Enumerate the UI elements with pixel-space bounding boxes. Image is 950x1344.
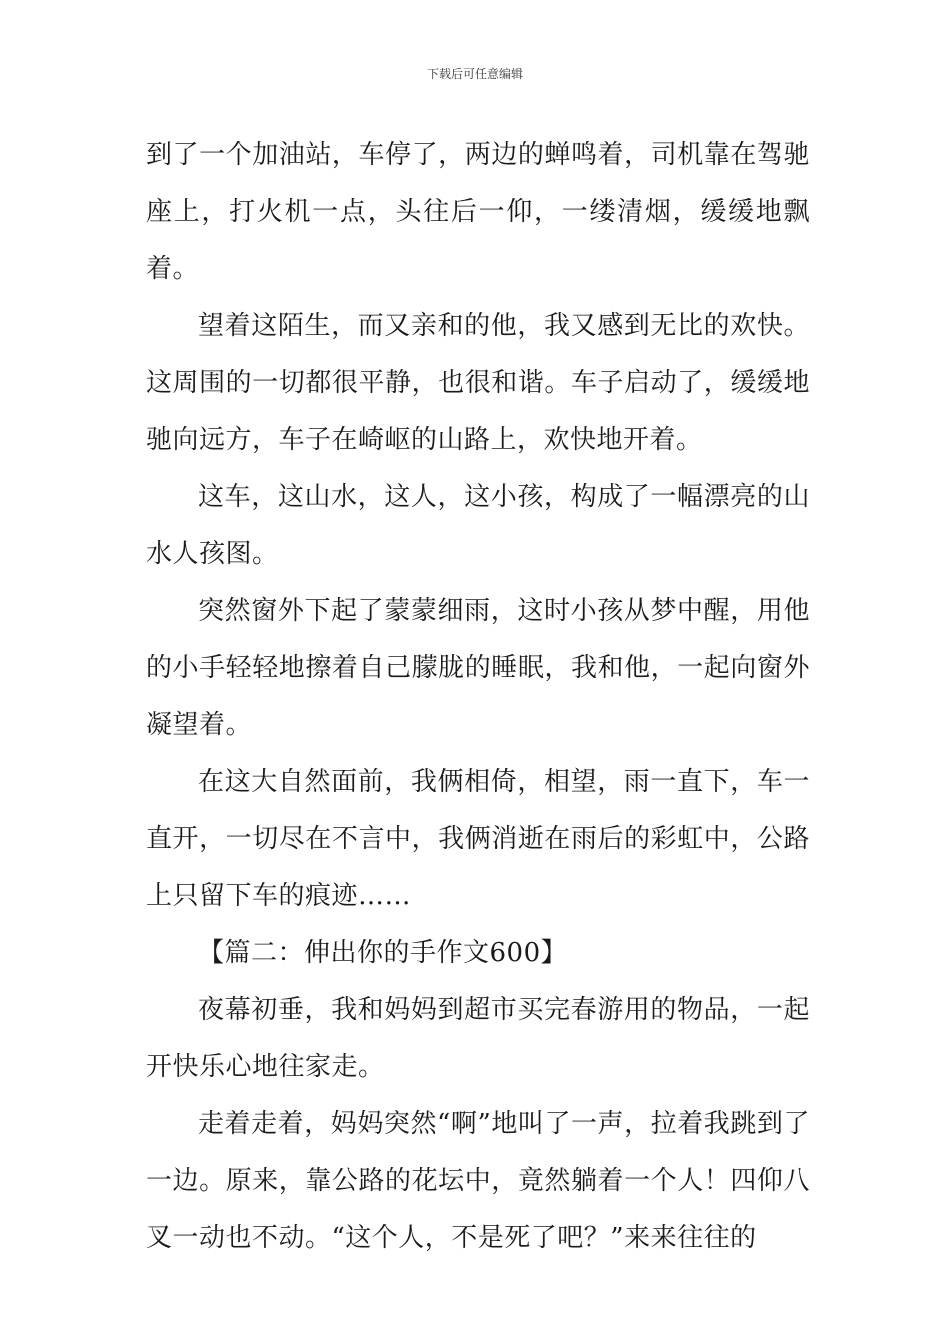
section-heading: 【篇二：伸出你的手作文600】 — [198, 938, 568, 968]
paragraph-5: 在这大自然面前，我俩相倚，相望，雨一直下，车一直开，一切尽在不言中，我俩消逝在雨后的彩虹中，公路上只留下车的痕迹…… — [146, 767, 810, 911]
paragraph-4: 突然窗外下起了蒙蒙细雨，这时小孩从梦中醒，用他的小手轻轻地擦着自己朦胧的睡眠，我和他，一起向窗外凝望着。 — [146, 596, 810, 740]
header-note: 下载后可任意编辑 — [426, 67, 523, 81]
paragraph-1: 到了一个加油站，车停了，两边的蝉鸣着，司机靠在驾驰座上，打火机一点，头往后一仰，一缕清烟，缓缓地飘着。 — [146, 140, 810, 284]
body-text — [146, 127, 810, 1267]
paragraph-7: 走着走着，妈妈突然“啊”地叫了一声，拉着我跳到了一边。原来，靠公路的花坛中，竟然躺着一个人！四仰八叉一动也不动。“这个人，不是死了吧？”来来往往的 — [146, 1109, 810, 1253]
paragraph-6: 夜幕初垂，我和妈妈到超市买完春游用的物品，一起开快乐心地往家走。 — [146, 995, 810, 1082]
paragraph-2: 望着这陌生，而又亲和的他，我又感到无比的欢快。这周围的一切都很平静，也很和谐。车子启动了，缓缓地驰向远方，车子在崎岖的山路上，欢快地开着。 — [146, 311, 810, 455]
paragraph-3: 这车，这山水，这人，这小孩，构成了一幅漂亮的山水人孩图。 — [146, 482, 810, 569]
